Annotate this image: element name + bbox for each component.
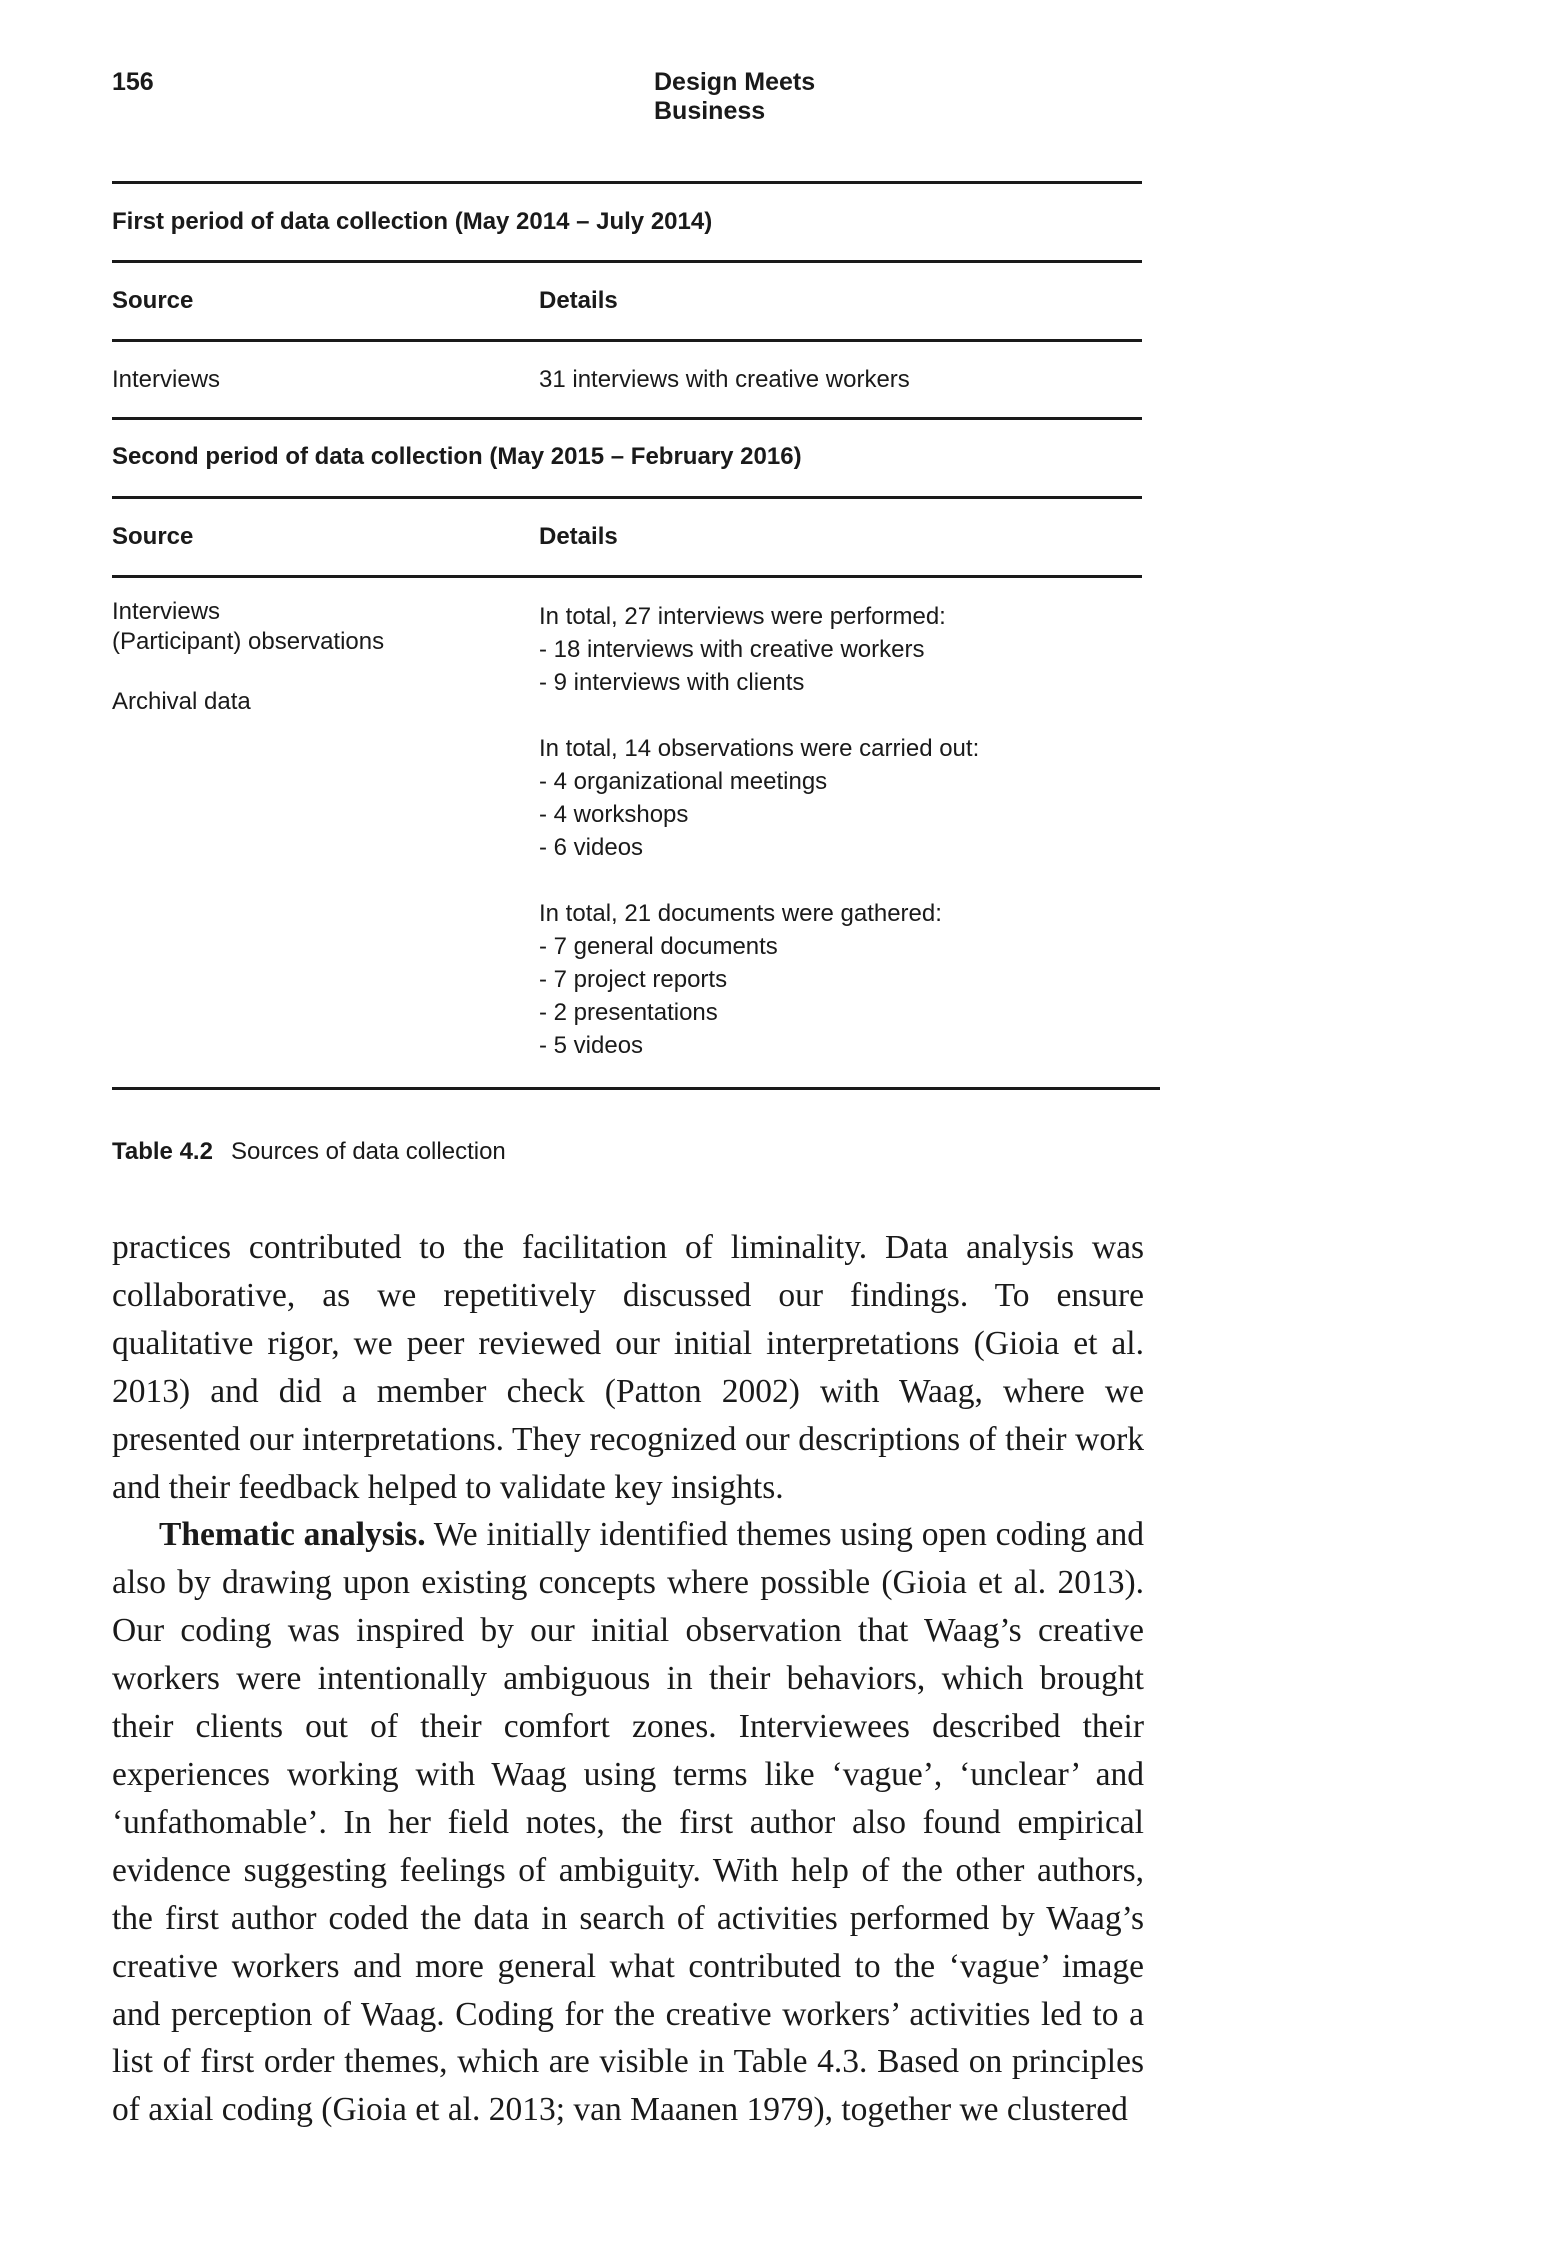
second-period-details-header: Details — [539, 523, 618, 550]
table-rule — [112, 417, 1142, 420]
table-cell-details: In total, 27 interviews were performed: — [539, 603, 946, 630]
table-cell-details: - 18 interviews with creative workers — [539, 636, 925, 663]
table-cell-details: - 4 workshops — [539, 801, 689, 828]
table-cell-source: Archival data — [112, 688, 251, 715]
table-cell-source: Interviews — [112, 366, 221, 393]
table-rule — [112, 339, 1142, 342]
table-rule — [112, 260, 1142, 263]
body-paragraph — [112, 1511, 1144, 2134]
table-cell-source: Interviews — [112, 598, 221, 625]
table-caption-text: Sources of data collection — [230, 1138, 506, 1165]
first-period-details-header: Details — [539, 287, 618, 314]
table-cell-source: (Participant) observations — [112, 628, 385, 655]
table-cell-details: In total, 21 documents were gathered: — [539, 900, 942, 927]
paragraph-text: We initially identified themes using open coding and also by drawing upon existing concepts where possible (Gioia et al. 2013). Our coding was inspired by our initial observation that Waag’s creative workers were intentionally ambiguous in their behaviors, which brought their clients out of their comfort zones. Interviewees described their experiences working with Waag using terms like ‘vague’, ‘unclear’ and ‘unfathomable’. In her field notes, the first author also found empirical evidence suggesting feelings of ambiguity. With help of the other authors, the first author coded the data in search of activities performed by Waag’s creative workers and more general what contributed to the ‘vague’ image and perception of Waag. Coding for the creative workers’ activities led to a list of first order themes, which are visible in Table 4.3. Based on principles of axial coding (Gioia et al. 2013; van Maanen 1979), together we clustered — [112, 1516, 1144, 2129]
first-period-title: First period of data collection (May 2014 – July 2014) — [112, 208, 713, 235]
running-head — [112, 68, 928, 125]
table-cell-details: 31 interviews with creative workers — [539, 366, 910, 393]
first-period-source-header: Source — [112, 287, 194, 314]
table-caption — [112, 1138, 506, 1166]
second-period-source-header: Source — [112, 523, 194, 550]
table-cell-details: - 2 presentations — [539, 999, 718, 1026]
body-text — [112, 1224, 1144, 2134]
table-rule — [112, 575, 1142, 578]
body-paragraph: practices contributed to the facilitation of liminality. Data analysis was collaborative, as we repetitively discussed our findings. To ensure qualitative rigor, we peer reviewed our initial interpretations (Gioia et al. 2013) and did a member check (Patton 2002) with Waag, where we presented our interpretations. They recognized our descriptions of their work and their feedback helped to validate key insights. — [112, 1229, 1144, 1506]
table-caption-number: Table 4.2 — [112, 1138, 213, 1165]
page-number: 156 — [112, 68, 154, 96]
table-cell-details: - 6 videos — [539, 834, 644, 861]
paragraph-run-in-heading: Thematic analysis. — [159, 1516, 426, 1554]
table-cell-details: In total, 14 observations were carried out: — [539, 735, 980, 762]
table-rule — [112, 1087, 1160, 1090]
table-cell-details: - 5 videos — [539, 1032, 644, 1059]
second-period-title: Second period of data collection (May 2015 – February 2016) — [112, 443, 802, 470]
table-cell-details: - 9 interviews with clients — [539, 669, 805, 696]
table-rule — [112, 181, 1142, 184]
table-rule — [112, 496, 1142, 499]
book-title: Design Meets Business — [654, 68, 816, 125]
table-cell-details: - 4 organizational meetings — [539, 768, 828, 795]
table-cell-details: - 7 general documents — [539, 933, 778, 960]
table-cell-details: - 7 project reports — [539, 966, 728, 993]
